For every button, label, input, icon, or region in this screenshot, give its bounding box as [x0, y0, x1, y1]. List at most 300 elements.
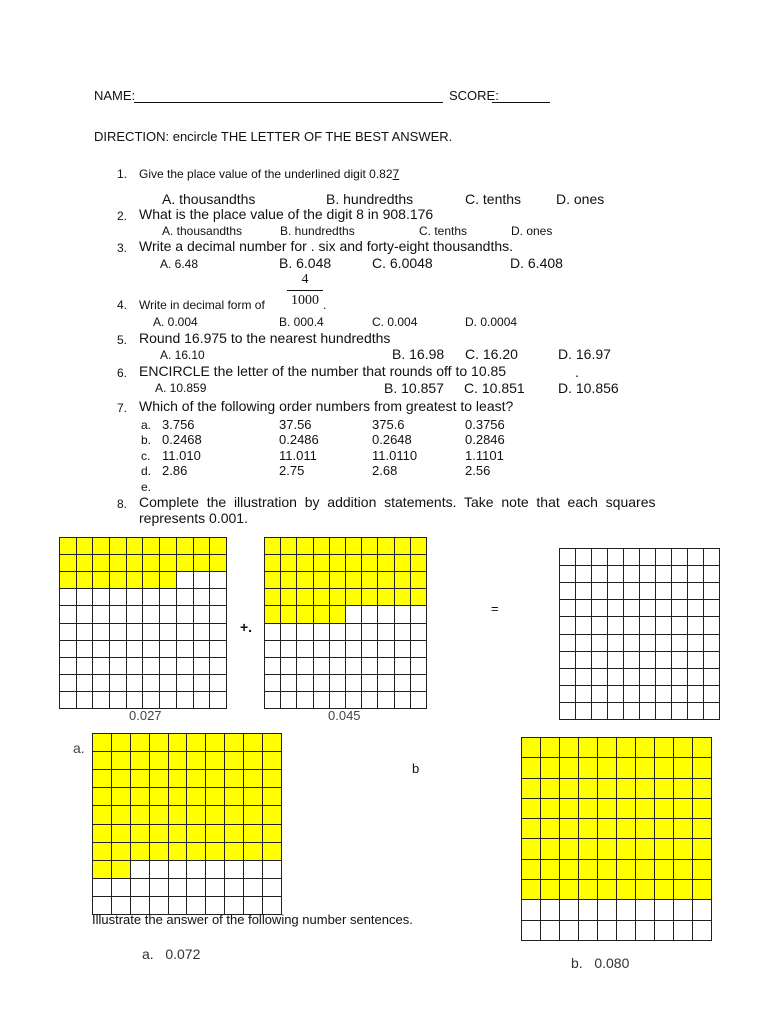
grid-square [608, 635, 623, 651]
grid-square [330, 572, 345, 588]
grid-square [598, 921, 616, 940]
grid-square [93, 770, 111, 787]
grid-square [281, 538, 296, 554]
grid-square [688, 635, 703, 651]
grid-square [655, 738, 673, 757]
grid-square [127, 538, 143, 554]
grid-square [592, 703, 607, 719]
grid-square [210, 658, 226, 674]
grid-square [93, 624, 109, 640]
q5-choice-b[interactable]: B. 16.98 [392, 346, 445, 362]
q4-choice-c[interactable]: C. 0.004 [372, 315, 418, 329]
grid-square [169, 770, 187, 787]
grid-square [346, 606, 361, 622]
grid-square [225, 843, 243, 860]
grid-square [112, 861, 130, 878]
grid-square [655, 758, 673, 777]
grid-square [693, 900, 711, 919]
grid-square [576, 549, 591, 565]
grid-square [576, 566, 591, 582]
grid-square [206, 843, 224, 860]
grid-square [93, 861, 111, 878]
grid-square [636, 799, 654, 818]
grid-square [608, 583, 623, 599]
q7-row-d-v4: 2.56 [465, 463, 491, 478]
grid-square [194, 624, 210, 640]
grid-square [674, 738, 692, 757]
q6-choice-b[interactable]: B. 10.857 [384, 380, 444, 396]
grid-square [93, 825, 111, 842]
q7-row-a-v1: 3.756 [162, 417, 195, 432]
grid-square [330, 658, 345, 674]
grid-square [77, 624, 93, 640]
grid-square [112, 770, 130, 787]
grid-0027 [59, 537, 227, 709]
grid-square [244, 879, 262, 896]
q2-text: What is the place value of the digit 8 in 908.176 [139, 206, 434, 222]
q6-number: 6. [117, 366, 128, 380]
grid-square [362, 589, 377, 605]
grid-square [244, 861, 262, 878]
q6-choice-d[interactable]: D. 10.856 [558, 380, 619, 396]
grid-square [522, 819, 540, 838]
grid-square [378, 641, 393, 657]
grid-square [704, 669, 719, 685]
grid-square [150, 752, 168, 769]
q3-choice-d[interactable]: D. 6.408 [510, 255, 563, 271]
grid-square [143, 555, 159, 571]
q7-row-b-v1: 0.2468 [162, 432, 202, 447]
grid-square [674, 921, 692, 940]
grid-square [395, 658, 410, 674]
grid-square [112, 879, 130, 896]
grid-square [395, 589, 410, 605]
grid-square [592, 600, 607, 616]
q4-choice-a[interactable]: A. 0.004 [153, 315, 198, 329]
grid-square [541, 799, 559, 818]
q3-choice-b[interactable]: B. 6.048 [279, 255, 332, 271]
grid-square [263, 770, 281, 787]
grid-square [93, 675, 109, 691]
grid-square [263, 806, 281, 823]
grid-square [177, 624, 193, 640]
grid-square [150, 734, 168, 751]
grid-square [93, 806, 111, 823]
grid-square [598, 839, 616, 858]
grid-square [77, 538, 93, 554]
grid-square [225, 770, 243, 787]
q2-choice-a[interactable]: A. thousandths [162, 224, 243, 238]
grid-square [579, 860, 597, 879]
grid-square [110, 572, 126, 588]
grid-square [110, 606, 126, 622]
grid-square [522, 900, 540, 919]
grid-square [314, 675, 329, 691]
grid-square [592, 635, 607, 651]
grid-square [210, 692, 226, 708]
grid-square [640, 617, 655, 633]
grid-square [244, 734, 262, 751]
grid-square [362, 624, 377, 640]
grid-square [244, 806, 262, 823]
grid-square [560, 617, 575, 633]
grid-square [281, 606, 296, 622]
grid-square [378, 606, 393, 622]
grid-square [598, 758, 616, 777]
grid-square [206, 806, 224, 823]
grid-square [636, 758, 654, 777]
grid-square [60, 692, 76, 708]
grid-square [112, 788, 130, 805]
grid-square [378, 692, 393, 708]
grid-square [93, 692, 109, 708]
grid-square [378, 555, 393, 571]
grid-square [608, 617, 623, 633]
grid-square [411, 624, 426, 640]
grid-square [131, 861, 149, 878]
grid-square [672, 600, 687, 616]
grid-square [187, 734, 205, 751]
grid-square [131, 770, 149, 787]
grid-square [314, 555, 329, 571]
grid-square [297, 606, 312, 622]
grid-square [560, 703, 575, 719]
grid-square [640, 669, 655, 685]
grid-square [617, 921, 635, 940]
grid-square [579, 839, 597, 858]
q4-fraction-bar [287, 290, 323, 291]
q3-text: Write a decimal number for . six and forty-eight thousandths. [139, 238, 514, 254]
grid-square [187, 770, 205, 787]
grid-square [704, 566, 719, 582]
grid-square [77, 589, 93, 605]
grid-square [672, 549, 687, 565]
q7-row-d-v1: 2.86 [162, 463, 188, 478]
grid-square [244, 825, 262, 842]
grid-square [693, 758, 711, 777]
grid-square [672, 686, 687, 702]
grid-square [560, 549, 575, 565]
grid-square [127, 675, 143, 691]
q5-choice-a[interactable]: A. 16.10 [160, 348, 205, 362]
grid-square [656, 652, 671, 668]
q2-choice-b[interactable]: B. hundredths [280, 224, 355, 238]
grid-square [640, 600, 655, 616]
grid-square [522, 921, 540, 940]
grid-square [541, 900, 559, 919]
q5-text: Round 16.975 to the nearest hundredths [139, 330, 391, 346]
grid-square [592, 686, 607, 702]
grid-square [378, 572, 393, 588]
q3-choice-c[interactable]: C. 6.0048 [372, 255, 433, 271]
grid-square [60, 555, 76, 571]
grid-square [187, 825, 205, 842]
grid-square [636, 738, 654, 757]
grid-square [411, 641, 426, 657]
grid-square [60, 624, 76, 640]
grid-square [636, 880, 654, 899]
answer-b: b. 0.080 [571, 955, 630, 971]
q4-fraction-denominator: 1000 [291, 293, 319, 308]
grid-square [674, 799, 692, 818]
grid-square [693, 799, 711, 818]
grid-square [346, 589, 361, 605]
grid-square [314, 572, 329, 588]
grid-square [112, 843, 130, 860]
grid-square [688, 600, 703, 616]
grid-square [177, 606, 193, 622]
grid-square [608, 566, 623, 582]
grid-square [617, 779, 635, 798]
grid-square [576, 617, 591, 633]
q8-line2: represents 0.001. [139, 510, 248, 526]
q7-row-a-v2: 37.56 [279, 417, 312, 432]
grid-square [636, 779, 654, 798]
q1-choice-c[interactable]: C. tenths [465, 191, 522, 207]
grid-square [378, 589, 393, 605]
grid-square [60, 589, 76, 605]
q1-choice-a[interactable]: A. thousandths [162, 191, 256, 207]
q4-choice-b[interactable]: B. 000.4 [279, 315, 324, 329]
grid-square [169, 879, 187, 896]
grid-square [177, 589, 193, 605]
grid-square [598, 799, 616, 818]
grid-square [297, 641, 312, 657]
grid-square [674, 900, 692, 919]
grid-square [560, 686, 575, 702]
grid-square [576, 669, 591, 685]
q4-choice-d[interactable]: D. 0.0004 [465, 315, 518, 329]
grid-square [411, 658, 426, 674]
grid-square [60, 538, 76, 554]
grid-square [150, 861, 168, 878]
grid-square [579, 921, 597, 940]
grid-square [263, 752, 281, 769]
grid-square [297, 555, 312, 571]
grid-square [194, 572, 210, 588]
grid-square [656, 635, 671, 651]
q1-choice-d[interactable]: D. ones [556, 191, 605, 207]
grid-square [177, 538, 193, 554]
grid-square [160, 589, 176, 605]
grid-square [655, 921, 673, 940]
grid-square [194, 538, 210, 554]
grid-square [640, 703, 655, 719]
grid-square [656, 583, 671, 599]
grid-b[interactable] [521, 737, 712, 941]
grid-square [169, 752, 187, 769]
grid-square [225, 752, 243, 769]
grid-square [160, 658, 176, 674]
grid-square [395, 606, 410, 622]
grid-square [704, 617, 719, 633]
direction: DIRECTION: encircle THE LETTER OF THE BEST ANSWER. [94, 129, 453, 144]
grid-square [608, 703, 623, 719]
grid-square [346, 675, 361, 691]
grid-square [77, 572, 93, 588]
grid-square [541, 779, 559, 798]
grid-square [60, 606, 76, 622]
grid-square [655, 880, 673, 899]
grid-square [346, 641, 361, 657]
grid-square [127, 658, 143, 674]
grid-square [169, 734, 187, 751]
grid-square [206, 770, 224, 787]
grid-square [617, 799, 635, 818]
grid-square [655, 779, 673, 798]
name-field[interactable] [134, 88, 443, 103]
grid-square [560, 819, 578, 838]
grid-square [560, 779, 578, 798]
name-label: NAME: [94, 88, 136, 103]
grid-square [225, 734, 243, 751]
q2-number: 2. [117, 209, 128, 223]
grid-square [693, 880, 711, 899]
grid-square [688, 566, 703, 582]
grid-square [177, 572, 193, 588]
grid-square [169, 843, 187, 860]
grid-square [330, 589, 345, 605]
grid-square [93, 788, 111, 805]
grid-0045 [264, 537, 427, 709]
grid-square [362, 641, 377, 657]
grid-square [688, 703, 703, 719]
grid-square [576, 686, 591, 702]
grid-square [244, 788, 262, 805]
q2-choice-d[interactable]: D. ones [511, 224, 553, 238]
grid-square [297, 538, 312, 554]
grid-square [655, 819, 673, 838]
grid-square [395, 572, 410, 588]
grid-square [592, 652, 607, 668]
grid-answer[interactable] [559, 548, 720, 720]
grid-square [362, 692, 377, 708]
grid-square [177, 692, 193, 708]
q6-choice-c[interactable]: C. 10.851 [464, 380, 525, 396]
grid-square [636, 819, 654, 838]
grid-square [314, 606, 329, 622]
grid-square [560, 839, 578, 858]
q3-choice-a[interactable]: A. 6.48 [160, 257, 199, 271]
grid-square [688, 583, 703, 599]
grid-square [281, 589, 296, 605]
grid-square [297, 658, 312, 674]
grid-square [194, 606, 210, 622]
grid-square [210, 641, 226, 657]
grid-square [522, 779, 540, 798]
grid-square [206, 734, 224, 751]
grid-square [194, 658, 210, 674]
grid-square [225, 825, 243, 842]
grid-square [541, 880, 559, 899]
grid-square [688, 686, 703, 702]
q7-row-b-letter: b. [141, 433, 152, 447]
grid-square [314, 641, 329, 657]
grid-square [330, 555, 345, 571]
grid-square [640, 686, 655, 702]
grid-square [362, 538, 377, 554]
q6-choice-a[interactable]: A. 10.859 [155, 381, 207, 395]
q5-choice-d[interactable]: D. 16.97 [558, 346, 611, 362]
grid-square [60, 641, 76, 657]
grid-square [656, 703, 671, 719]
q2-choice-c[interactable]: C. tenths [419, 224, 468, 238]
q1-number: 1. [117, 167, 128, 181]
grid-square [579, 738, 597, 757]
grid-square [598, 738, 616, 757]
q1-text [139, 167, 399, 181]
grid-square [330, 624, 345, 640]
grid-square [281, 692, 296, 708]
grid-square [624, 652, 639, 668]
q7-row-a-letter: a. [141, 418, 152, 432]
grid-square [576, 635, 591, 651]
grid-square [672, 617, 687, 633]
grid-square [187, 752, 205, 769]
grid-square [617, 819, 635, 838]
grid-square [265, 606, 280, 622]
grid-square [411, 555, 426, 571]
grid-square [330, 641, 345, 657]
grid-square [131, 843, 149, 860]
q5-choice-c[interactable]: C. 16.20 [465, 346, 518, 362]
grid-square [346, 692, 361, 708]
grid-square [177, 641, 193, 657]
grid-square [378, 675, 393, 691]
grid-square [608, 549, 623, 565]
q7-row-c-v2: 11.011 [279, 448, 317, 463]
grid-square [110, 641, 126, 657]
grid-square [656, 669, 671, 685]
grid-square [411, 606, 426, 622]
grid-square [110, 555, 126, 571]
grid-square [93, 843, 111, 860]
q8-number: 8. [117, 497, 128, 511]
grid-square [110, 589, 126, 605]
grid-square [624, 669, 639, 685]
grid-square [110, 538, 126, 554]
grid-square [206, 879, 224, 896]
grid-square [297, 589, 312, 605]
grid-square [656, 600, 671, 616]
grid-square [608, 669, 623, 685]
q1-choice-b[interactable]: B. hundredths [326, 191, 414, 207]
grid-square [541, 839, 559, 858]
grid-square [617, 880, 635, 899]
grid-square [297, 692, 312, 708]
grid-square [127, 692, 143, 708]
grid-square [194, 555, 210, 571]
score-field[interactable] [492, 88, 550, 103]
grid-square [265, 658, 280, 674]
grid-a[interactable] [92, 733, 282, 915]
grid-square [77, 641, 93, 657]
q8-line1: Complete the illustration by addition statements. Take note that each squares [139, 494, 656, 510]
grid-square [127, 641, 143, 657]
grid-square [411, 692, 426, 708]
grid-square [693, 839, 711, 858]
grid-square [160, 572, 176, 588]
grid-square [576, 652, 591, 668]
grid-square [160, 692, 176, 708]
grid-square [617, 839, 635, 858]
grid-square [169, 806, 187, 823]
grid-square [592, 566, 607, 582]
grid-square [169, 825, 187, 842]
grid-square [362, 572, 377, 588]
grid-square [263, 788, 281, 805]
grid-square [93, 606, 109, 622]
